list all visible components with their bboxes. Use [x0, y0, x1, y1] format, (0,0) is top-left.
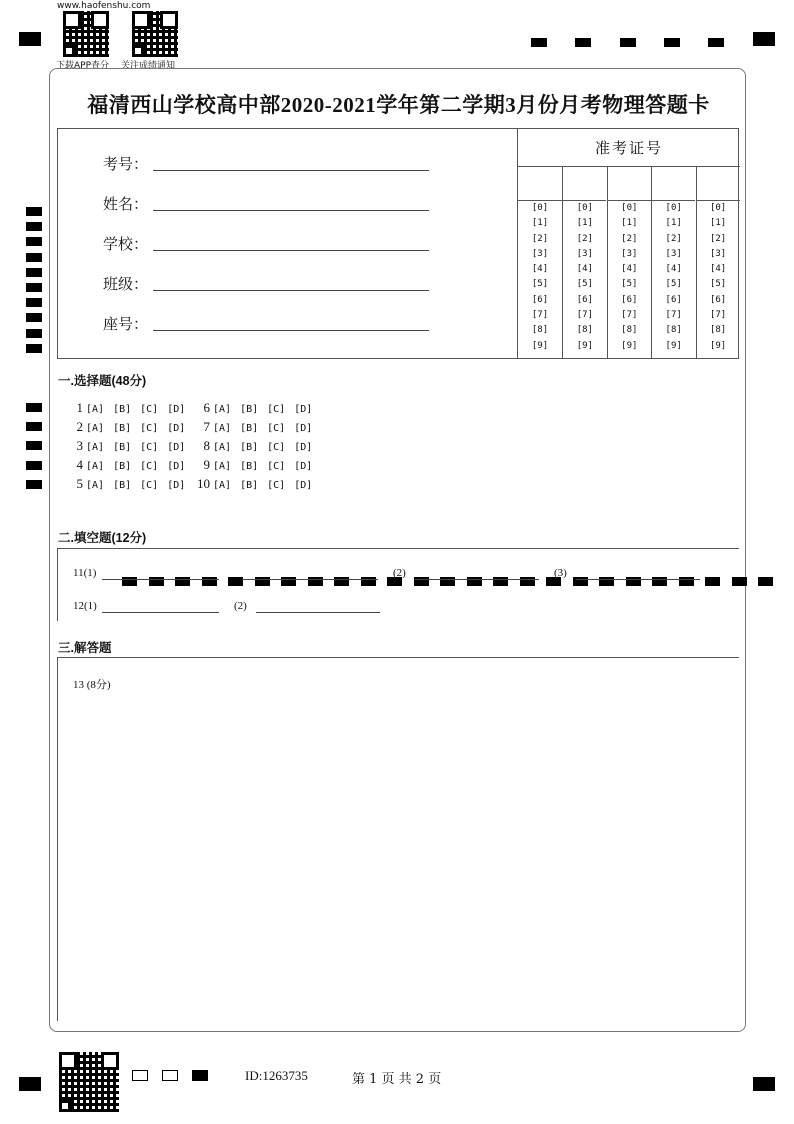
q11-label: 11(1): [73, 567, 97, 579]
timing-mark: [26, 222, 42, 231]
admission-digit-bubble[interactable]: [6]: [621, 294, 638, 305]
admission-digit-bubble[interactable]: [4]: [709, 264, 727, 275]
choice-question: [196, 438, 321, 454]
q12-blank-1[interactable]: [102, 612, 219, 613]
timing-mark: [26, 283, 42, 292]
timing-mark: [575, 38, 591, 47]
q12-p2-label: (2): [234, 600, 247, 612]
registration-mark: [19, 1077, 41, 1091]
timing-mark: [26, 480, 42, 489]
admission-digit-bubble[interactable]: [1]: [709, 218, 727, 229]
timing-mark: [26, 403, 42, 412]
admission-digit-bubble[interactable]: [3]: [531, 248, 549, 259]
question-number: 6: [203, 400, 210, 415]
admission-column: [518, 167, 562, 358]
admission-digit-box[interactable]: [563, 167, 606, 201]
option-bubble[interactable]: [A]: [86, 423, 105, 434]
option-bubble[interactable]: [D]: [294, 461, 313, 472]
option-bubble[interactable]: [B]: [113, 442, 132, 453]
option-bubble[interactable]: [B]: [240, 423, 259, 434]
admission-digit-bubble[interactable]: [2]: [531, 233, 549, 244]
timing-mark: [664, 38, 680, 47]
admission-digit-bubble[interactable]: [4]: [665, 264, 682, 275]
answer-box[interactable]: [57, 657, 739, 1021]
field-school[interactable]: 学校：: [103, 233, 148, 254]
admission-digit-bubble[interactable]: [4]: [531, 264, 549, 275]
admission-digit-bubble[interactable]: [5]: [531, 279, 549, 290]
admission-digit-bubble[interactable]: [7]: [621, 310, 638, 321]
admission-digit-bubble[interactable]: [5]: [621, 279, 638, 290]
question-number: 1: [76, 400, 83, 415]
admission-digit-bubble[interactable]: [0]: [709, 203, 727, 213]
admission-digit-bubble[interactable]: [5]: [665, 279, 682, 290]
option-bubble[interactable]: [A]: [213, 461, 232, 472]
admission-digit-bubble[interactable]: [2]: [576, 233, 594, 244]
registration-mark: [19, 32, 41, 46]
choice-question: [196, 419, 321, 435]
admission-digit-bubble[interactable]: [2]: [709, 233, 727, 244]
q11-blank-2[interactable]: [415, 579, 539, 580]
option-bubble[interactable]: [B]: [240, 461, 259, 472]
admission-digit-bubble[interactable]: [3]: [709, 248, 727, 259]
admission-digit-bubble[interactable]: [6]: [665, 294, 682, 305]
option-bubble[interactable]: [D]: [294, 442, 313, 453]
option-bubble[interactable]: [C]: [140, 442, 159, 453]
q11-p2-label: (2): [393, 567, 406, 579]
qr-code-notify: [132, 11, 178, 57]
admission-digit-bubble[interactable]: [2]: [665, 233, 682, 244]
option-bubble[interactable]: [A]: [86, 442, 105, 453]
admission-digit-bubble[interactable]: [6]: [531, 294, 549, 305]
option-bubble[interactable]: [C]: [267, 404, 286, 415]
option-bubble[interactable]: [B]: [240, 442, 259, 453]
option-bubble[interactable]: [C]: [140, 423, 159, 434]
admission-digit-bubble[interactable]: [7]: [665, 310, 682, 321]
field-exam-number[interactable]: 考号：: [103, 153, 148, 174]
admission-digit-bubble[interactable]: [6]: [576, 294, 594, 305]
option-bubble[interactable]: [C]: [140, 480, 159, 491]
admission-digit-bubble[interactable]: [9]: [621, 340, 638, 351]
section-choice-title: 一.选择题(48分): [58, 374, 147, 388]
sheet-id: ID:1263735: [245, 1068, 308, 1083]
choice-question: [196, 400, 321, 416]
timing-mark: [26, 344, 42, 353]
q13-label: 13 (8分): [73, 679, 111, 691]
admission-digit-bubble[interactable]: [1]: [576, 218, 594, 229]
admission-digit-bubble[interactable]: [3]: [621, 248, 638, 259]
option-bubble[interactable]: [D]: [167, 480, 186, 491]
timing-mark: [26, 253, 42, 262]
admission-digit-bubble[interactable]: [8]: [576, 325, 594, 336]
qr-code-download: [63, 11, 109, 57]
admission-digit-box[interactable]: [518, 167, 562, 201]
option-bubble[interactable]: [B]: [240, 480, 259, 491]
admission-digit-bubble[interactable]: [8]: [621, 325, 638, 336]
question-number: 10: [197, 476, 210, 491]
timing-mark: [26, 298, 42, 307]
option-bubble[interactable]: [D]: [167, 423, 186, 434]
timing-mark: [26, 422, 42, 431]
admission-digit-bubble[interactable]: [1]: [665, 218, 682, 229]
timing-mark: [758, 577, 773, 586]
admission-digit-box[interactable]: [608, 167, 651, 201]
question-number: 8: [203, 438, 210, 453]
admission-number-grid: [517, 129, 739, 358]
admission-digit-bubble[interactable]: [8]: [531, 325, 549, 336]
option-bubble[interactable]: [C]: [140, 461, 159, 472]
field-seat[interactable]: 座号：: [103, 313, 148, 334]
option-bubble[interactable]: [A]: [86, 404, 105, 415]
timing-mark: [26, 329, 42, 338]
admission-digit-bubble[interactable]: [9]: [709, 340, 727, 351]
admission-digit-bubble[interactable]: [3]: [665, 248, 682, 259]
question-number: 2: [76, 419, 83, 434]
option-bubble[interactable]: [D]: [294, 404, 313, 415]
field-class[interactable]: 班级：: [103, 273, 148, 294]
option-bubble[interactable]: [D]: [294, 423, 313, 434]
answer-card: [49, 68, 746, 1032]
option-bubble[interactable]: [C]: [267, 442, 286, 453]
page-box-empty: [132, 1070, 148, 1081]
admission-column: [651, 167, 695, 358]
option-bubble[interactable]: [B]: [113, 423, 132, 434]
admission-digit-bubble[interactable]: [9]: [665, 340, 682, 351]
choice-question: [196, 457, 321, 473]
fill-box: [57, 548, 739, 621]
admission-digit-bubble[interactable]: [4]: [576, 264, 594, 275]
admission-column: [607, 167, 651, 358]
admission-digit-bubble[interactable]: [8]: [665, 325, 682, 336]
admission-digit-bubble[interactable]: [5]: [576, 279, 594, 290]
student-info-box: [57, 128, 739, 359]
option-bubble[interactable]: [C]: [267, 480, 286, 491]
option-bubble[interactable]: [B]: [113, 404, 132, 415]
admission-digit-bubble[interactable]: [0]: [576, 203, 594, 213]
q11-blank-1b[interactable]: [242, 579, 378, 580]
admission-digit-bubble[interactable]: [4]: [621, 264, 638, 275]
option-bubble[interactable]: [A]: [86, 461, 105, 472]
timing-mark: [26, 313, 42, 322]
option-bubble[interactable]: [A]: [213, 442, 232, 453]
option-bubble[interactable]: [B]: [113, 461, 132, 472]
admission-digit-bubble[interactable]: [5]: [709, 279, 727, 290]
choice-question: [196, 476, 321, 492]
page-box-filled: [192, 1070, 208, 1081]
timing-mark: [708, 38, 724, 47]
option-bubble[interactable]: [B]: [240, 404, 259, 415]
admission-title: 准考证号: [518, 129, 740, 167]
timing-mark: [26, 237, 42, 246]
timing-mark: [620, 38, 636, 47]
option-bubble[interactable]: [A]: [213, 404, 232, 415]
admission-digit-bubble[interactable]: [3]: [576, 248, 594, 259]
admission-column: [696, 167, 740, 358]
choice-question: [69, 438, 194, 454]
question-number: 7: [203, 419, 210, 434]
timing-mark: [26, 268, 42, 277]
timing-mark: [26, 461, 42, 470]
qr-code-footer: [59, 1052, 119, 1112]
timing-mark: [26, 207, 42, 216]
field-name[interactable]: 姓名：: [103, 193, 148, 214]
option-bubble[interactable]: [A]: [213, 423, 232, 434]
option-bubble[interactable]: [A]: [213, 480, 232, 491]
option-bubble[interactable]: [D]: [167, 442, 186, 453]
admission-digit-bubble[interactable]: [1]: [531, 218, 549, 229]
option-bubble[interactable]: [C]: [267, 423, 286, 434]
admission-digit-bubble[interactable]: [0]: [621, 203, 638, 213]
option-bubble[interactable]: [C]: [140, 404, 159, 415]
q11-blank-3[interactable]: [576, 579, 700, 580]
admission-digit-bubble[interactable]: [1]: [621, 218, 638, 229]
registration-mark: [753, 32, 775, 46]
option-bubble[interactable]: [D]: [294, 480, 313, 491]
section-fill-title: 二.填空题(12分): [58, 531, 147, 545]
choice-question: [69, 476, 194, 492]
admission-digit-box[interactable]: [697, 167, 740, 201]
site-url: www.haofenshu.com: [57, 1, 151, 11]
admission-digit-bubble[interactable]: [2]: [621, 233, 638, 244]
option-bubble[interactable]: [C]: [267, 461, 286, 472]
question-number: 4: [76, 457, 83, 472]
page-box-empty: [162, 1070, 178, 1081]
question-number: 5: [76, 476, 83, 491]
q12-label: 12(1): [73, 600, 97, 612]
question-number: 3: [76, 438, 83, 453]
timing-mark: [26, 441, 42, 450]
section-answer-title: 三.解答题: [58, 641, 112, 655]
timing-mark: [531, 38, 547, 47]
admission-digit-bubble[interactable]: [0]: [531, 203, 549, 213]
q11-p3-label: (3): [554, 567, 567, 579]
option-bubble[interactable]: [B]: [113, 480, 132, 491]
q11-blank-1[interactable]: [102, 579, 219, 580]
choice-question: [69, 457, 194, 473]
admission-column: [562, 167, 606, 358]
admission-digit-bubble[interactable]: [7]: [576, 310, 594, 321]
admission-digit-bubble[interactable]: [8]: [709, 325, 727, 336]
option-bubble[interactable]: [A]: [86, 480, 105, 491]
option-bubble[interactable]: [D]: [167, 461, 186, 472]
choice-question: [69, 419, 194, 435]
admission-digit-bubble[interactable]: [6]: [709, 294, 727, 305]
admission-digit-bubble[interactable]: [7]: [709, 310, 727, 321]
q12-blank-2[interactable]: [256, 612, 380, 613]
page-title: 福清西山学校高中部2020-2021学年第二学期3月份月考物理答题卡: [87, 93, 710, 117]
admission-digit-bubble[interactable]: [0]: [665, 203, 682, 213]
page-number: 第 1 页 共 2 页: [352, 1072, 442, 1087]
admission-digit-bubble[interactable]: [9]: [576, 340, 594, 351]
option-bubble[interactable]: [D]: [167, 404, 186, 415]
admission-digit-bubble[interactable]: [9]: [531, 340, 549, 351]
qr-right-caption: 关注成绩通知: [121, 61, 176, 71]
admission-digit-box[interactable]: [652, 167, 695, 201]
qr-left-caption: 下载APP查分: [56, 61, 110, 71]
admission-digit-bubble[interactable]: [7]: [531, 310, 549, 321]
registration-mark: [753, 1077, 775, 1091]
choice-question: [69, 400, 194, 416]
question-number: 9: [203, 457, 210, 472]
